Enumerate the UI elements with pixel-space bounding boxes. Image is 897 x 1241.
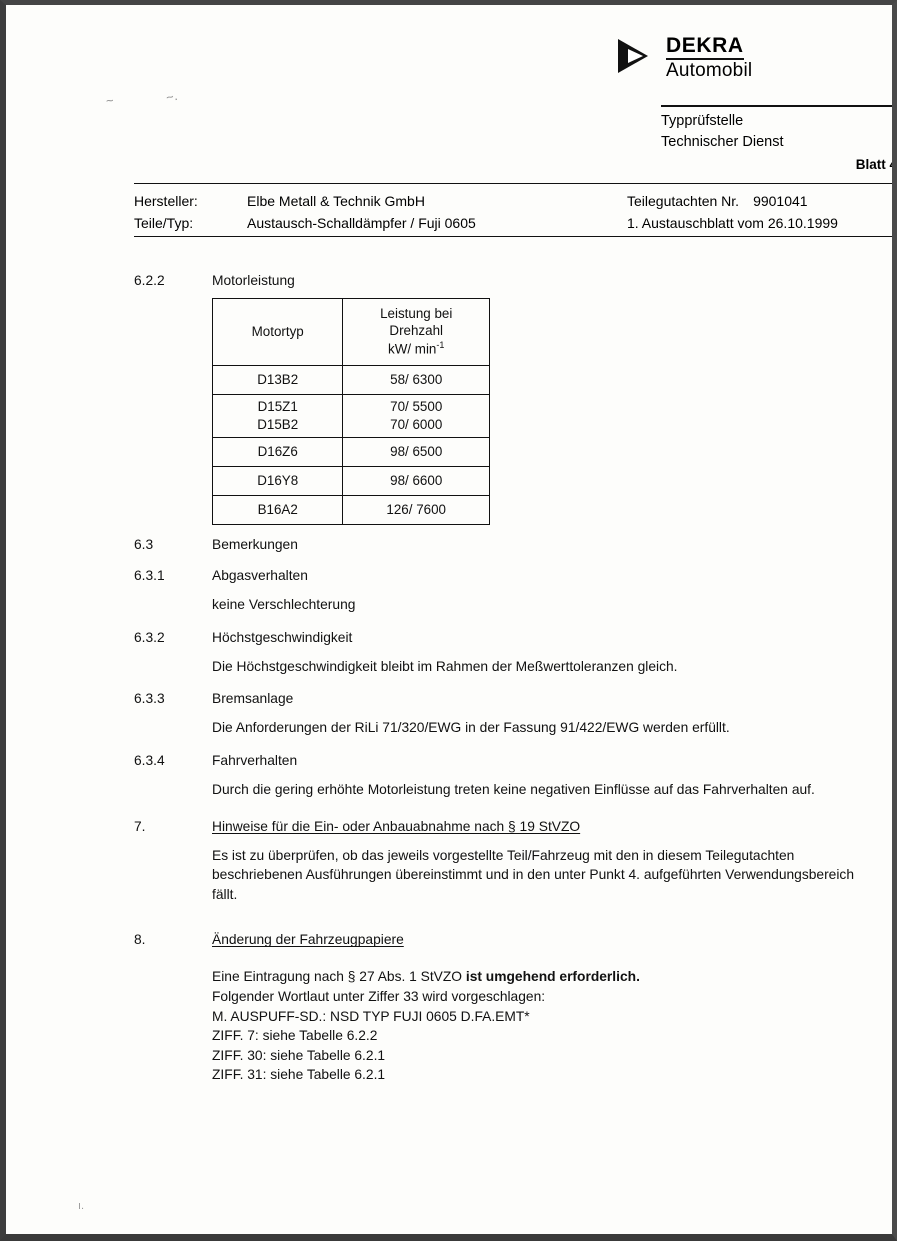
meta-row-manufacturer: [134, 191, 897, 213]
section-6-3-1-body: keine Verschlechterung: [212, 596, 356, 612]
section-6-3-1: [6, 568, 892, 583]
section-number: 6.3.2: [134, 629, 165, 645]
section-6-3-3: [6, 691, 892, 706]
scan-artifact-mark: ~.: [164, 87, 179, 106]
part-type-value: Austausch-Schalldämpfer / Fuji 0605: [247, 214, 476, 231]
manufacturer-value: Elbe Metall & Technik GmbH: [247, 193, 425, 209]
table-row: [213, 495, 490, 524]
section-6-3-2: [6, 630, 892, 645]
report-number-value: 9901041: [753, 193, 808, 209]
section-6-2-2: [6, 273, 892, 288]
section-title: Abgasverhalten: [212, 567, 308, 583]
brand-name: DEKRA: [666, 35, 744, 60]
table-header-motortype: Motortyp: [213, 299, 343, 366]
manufacturer-label: Hersteller:: [134, 193, 198, 209]
section-6-3: [6, 537, 892, 552]
dekra-logo-block: [616, 35, 856, 81]
cell-power: 58/ 6300: [343, 365, 490, 394]
scan-artifact-mark: ı.: [78, 1200, 85, 1212]
section-7: [6, 819, 892, 834]
section-title: Bemerkungen: [212, 536, 298, 552]
meta-divider-top: [134, 183, 897, 184]
section-6-3-4: [6, 753, 892, 768]
section-title: Motorleistung: [212, 273, 295, 288]
report-number-label: Teilegutachten Nr.: [627, 193, 740, 209]
section-6-3-2-body: Die Höchstgeschwindigkeit bleibt im Rahmen der Meßwerttoleranzen gleich.: [212, 658, 678, 674]
cell-motortype: D16Y8: [213, 466, 343, 495]
section-number: 8.: [134, 932, 146, 948]
cell-motortype: B16A2: [213, 495, 343, 524]
table-header-power-line-2: Drehzahl: [389, 323, 443, 339]
table-row: [213, 394, 490, 437]
cell-motortype: D13B2: [213, 365, 343, 394]
section-7-body: Es ist zu überprüfen, ob das jeweils vorgestellte Teil/Fahrzeug mit den in diesem Teilegutachten beschriebenen Ausführungen übereinstimmt und in den unter Punkt 4. aufgeführten Verwendungsbereich fällt.: [212, 847, 854, 902]
cell-power: 70/ 5500 70/ 6000: [343, 394, 490, 437]
unit-exponent: -1: [436, 339, 445, 350]
dekra-triangle-logo-icon: [616, 35, 658, 77]
part-type-label: Teile/Typ:: [134, 214, 194, 231]
section-number: 6.3.1: [134, 567, 165, 583]
cell-power: 98/ 6600: [343, 466, 490, 495]
scan-artifact-mark: ~: [104, 92, 115, 109]
section-title: Bremsanlage: [212, 691, 294, 707]
wording-intro-line: Folgender Wortlaut unter Ziffer 33 wird vorgeschlagen:: [212, 988, 546, 1004]
cell-power: 98/ 6500: [343, 437, 490, 466]
department-line-1: Typprüfstelle: [661, 113, 744, 129]
amendment-note: 1. Austauschblatt vom 26.10.1999: [627, 214, 838, 231]
table-header-power-line-1: Leistung bei: [380, 306, 453, 321]
section-title: Fahrverhalten: [212, 752, 298, 768]
table-body: [213, 365, 490, 524]
table-header-row: [213, 299, 490, 366]
section-number: 6.3.4: [134, 752, 165, 768]
section-number: 6.3: [134, 536, 154, 552]
cell-motortype: D15Z1 D15B2: [213, 394, 343, 437]
report-number-group: [627, 191, 897, 213]
document-body: [6, 273, 892, 1085]
registration-requirement-line: [212, 967, 862, 987]
registration-requirement-text: Eine Eintragung nach § 27 Abs. 1 StVZO: [212, 969, 466, 985]
table-row: [213, 466, 490, 495]
brand-subname: Automobil: [666, 60, 753, 82]
section-6-3-4-body: Durch die gering erhöhte Motorleistung treten keine negativen Einflüsse auf das Fahrverhalten auf.: [212, 781, 815, 797]
section-number: 6.2.2: [134, 273, 165, 288]
document-meta-block: [134, 191, 897, 234]
wording-line-2: ZIFF. 7: siehe Tabelle 6.2.2: [212, 1028, 378, 1044]
cell-motortype: D16Z6: [213, 437, 343, 466]
registration-requirement-emphasis: ist umgehend erforderlich.: [465, 969, 640, 985]
sheet-number-label: Blatt 4: [855, 157, 897, 173]
section-title: Hinweise für die Ein- oder Anbauabnahme nach § 19 StVZO: [212, 818, 581, 834]
wording-line-4: ZIFF. 31: siehe Tabelle 6.2.1: [212, 1067, 386, 1083]
motor-power-table: [212, 298, 490, 525]
wording-line-1: M. AUSPUFF-SD.: NSD TYP FUJI 0605 D.FA.EMT*: [212, 1008, 530, 1024]
table-row: [213, 365, 490, 394]
wording-line-3: ZIFF. 30: siehe Tabelle 6.2.1: [212, 1047, 386, 1063]
section-number: 7.: [134, 818, 146, 834]
department-line-2: Technischer Dienst: [661, 133, 784, 150]
section-8: [6, 932, 892, 947]
table-header-power: [343, 299, 490, 366]
table-header-power-line-3: kW/ $\min^{-1}$: [388, 339, 445, 357]
section-title: Änderung der Fahrzeugpapiere: [212, 932, 404, 948]
section-number: 6.3.3: [134, 691, 165, 707]
section-6-3-3-body: Die Anforderungen der RiLi 71/320/EWG in der Fassung 91/422/EWG werden erfüllt.: [212, 720, 730, 736]
meta-row-part: [134, 213, 897, 235]
table-row: [213, 437, 490, 466]
cell-power: 126/ 7600: [343, 495, 490, 524]
meta-divider-bottom: [134, 236, 897, 237]
page-sheet: [6, 5, 897, 1234]
motor-power-table-wrapper: [6, 298, 892, 525]
department-block: [661, 105, 897, 174]
section-title: Höchstgeschwindigkeit: [212, 629, 353, 645]
section-8-body: [6, 967, 892, 1084]
